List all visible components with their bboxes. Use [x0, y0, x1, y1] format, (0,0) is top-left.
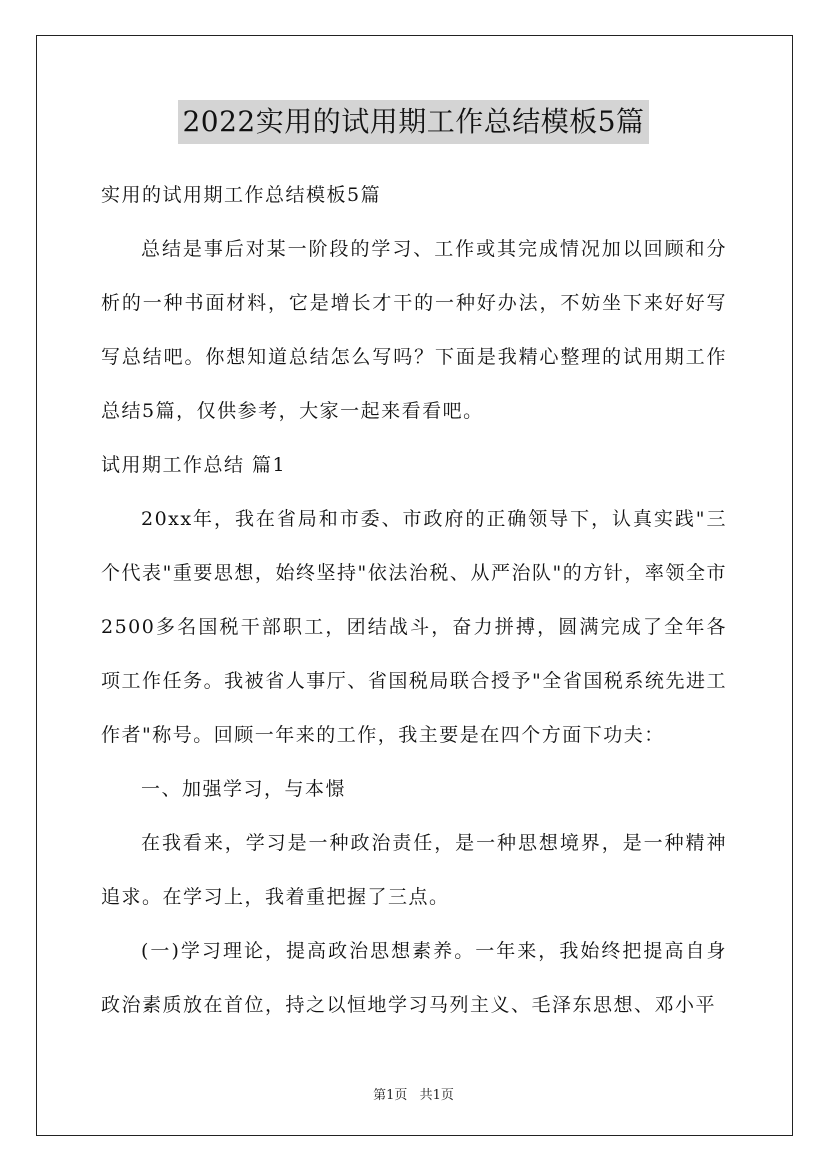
- section-paragraph-3: (一)学习理论，提高政治思想素养。一年来，我始终把提高自身政治素质放在首位，持之以恒地学习马列主义、毛泽东思想、邓小平: [101, 940, 727, 1016]
- title-container: [0, 100, 827, 144]
- page-number: 第1页: [373, 1088, 408, 1103]
- intro-paragraph: 总结是事后对某一阶段的学习、工作或其完成情况加以回顾和分析的一种书面材料，它是增长才干的一种好办法，不妨坐下来好好写写总结吧。你想知道总结怎么写吗？下面是我精心整理的试用期工作总结5篇，仅供参考，大家一起来看看吧。: [101, 238, 727, 422]
- section-subheading: 一、加强学习，与本憬: [141, 778, 347, 800]
- document-title: 2022实用的试用期工作总结模板5篇: [178, 100, 648, 144]
- document-body: [101, 168, 727, 1032]
- document-subtitle: 实用的试用期工作总结模板5篇: [101, 184, 382, 206]
- section-heading: 试用期工作总结 篇1: [101, 454, 287, 476]
- page-footer: [0, 1084, 827, 1103]
- section-paragraph-2: 在我看来，学习是一种政治责任，是一种思想境界，是一种精神追求。在学习上，我着重把握了三点。: [101, 832, 727, 908]
- section-paragraph-1: 20xx年，我在省局和市委、市政府的正确领导下，认真实践"三个代表"重要思想，始终坚持"依法治税、从严治队"的方针，率领全市2500多名国税干部职工，团结战斗，奋力拼搏，圆满完成了全年各项工作任务。我被省人事厅、省国税局联合授予"全省国税系统先进工作者"称号。回顾一年来的工作，我主要是在四个方面下功夫：: [101, 508, 727, 746]
- page-total: 共1页: [419, 1088, 454, 1103]
